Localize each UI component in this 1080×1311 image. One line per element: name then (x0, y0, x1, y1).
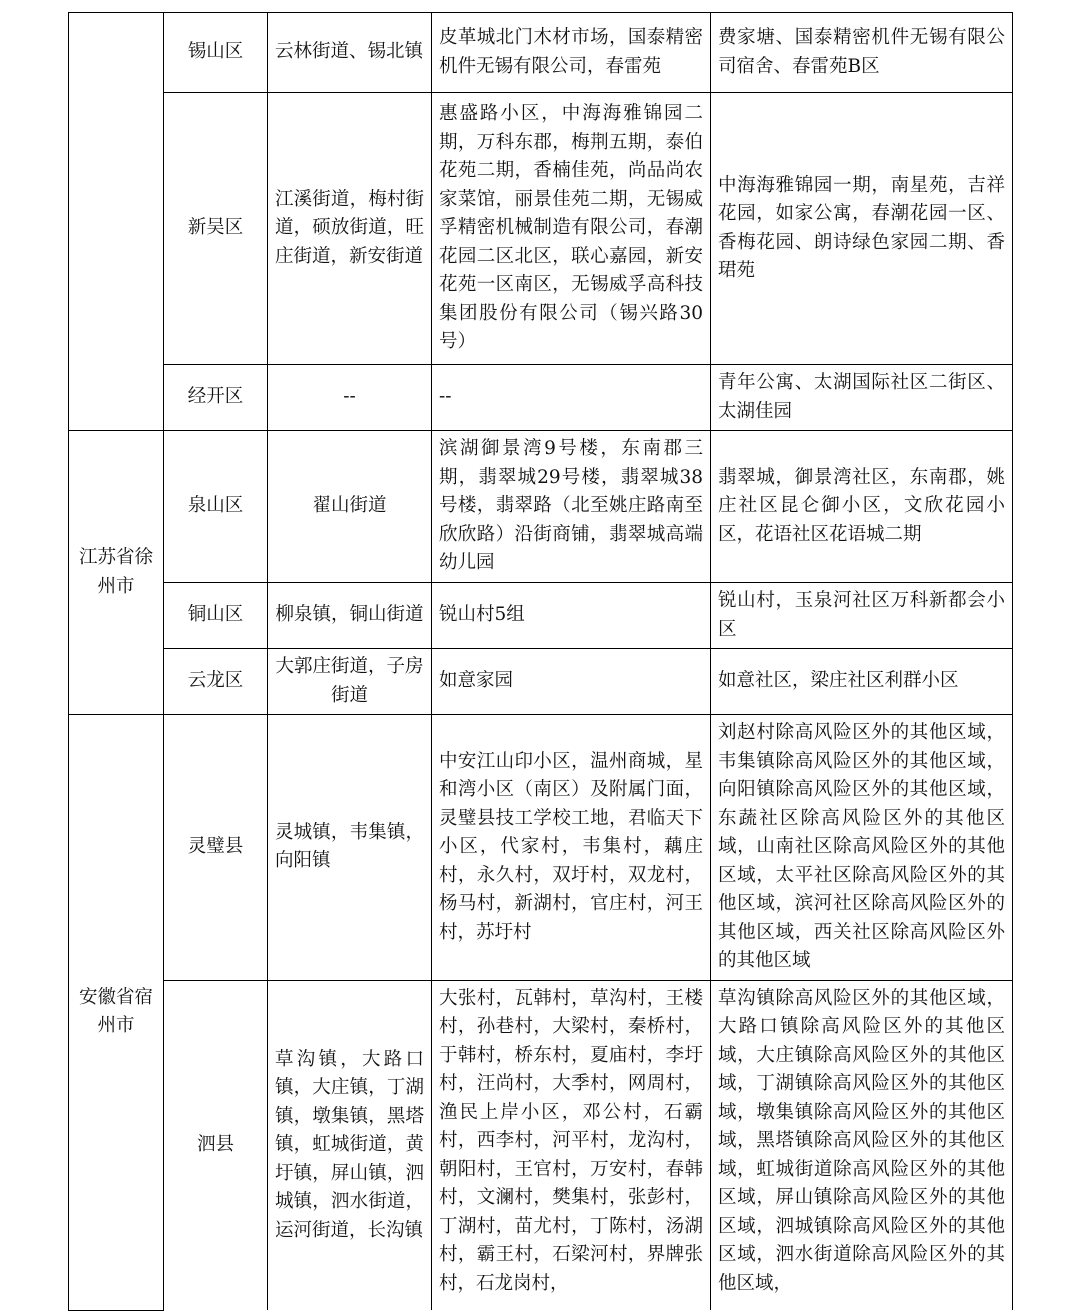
high-risk-cell: 中安江山印小区，温州商城，星和湾小区（南区）及附属门面，灵璧县技工学校工地，君临天下小区，代家村，韦集村，藕庄村，永久村，双圩村，双龙村，杨马村，新湖村，官庄村，河王村，苏圩村 (432, 715, 711, 981)
streets-cell: 翟山街道 (268, 431, 432, 583)
streets-cell: 柳泉镇，铜山街道 (268, 583, 432, 649)
table-row (69, 431, 1013, 583)
streets-cell: 草沟镇，大路口镇，大庄镇，丁湖镇，墩集镇，黑塔镇，虹城街道，黄圩镇，屏山镇，泗城镇，泗水街道，运河街道，长沟镇 (268, 980, 432, 1310)
high-risk-cell: 如意家园 (432, 649, 711, 715)
table-row (69, 365, 1013, 431)
city-cell (69, 13, 164, 431)
risk-area-table (68, 12, 1013, 1311)
city-cell: 安徽省宿州市 (69, 715, 164, 1311)
medium-risk-cell: 如意社区，梁庄社区利群小区 (711, 649, 1013, 715)
high-risk-cell: -- (432, 365, 711, 431)
streets-cell: 云林街道、锡北镇 (268, 13, 432, 93)
medium-risk-cell: 翡翠城，御景湾社区，东南郡，姚庄社区昆仑御小区，文欣花园小区，花语社区花语城二期 (711, 431, 1013, 583)
table-row (69, 93, 1013, 365)
table-row (69, 583, 1013, 649)
district-cell: 新吴区 (164, 93, 268, 365)
medium-risk-cell: 草沟镇除高风险区外的其他区域，大路口镇除高风险区外的其他区域，大庄镇除高风险区外的其他区域，丁湖镇除高风险区外的其他区域，墩集镇除高风险区外的其他区域，黑塔镇除高风险区外的其他区域，虹城街道除高风险区外的其他区域，屏山镇除高风险区外的其他区域，泗城镇除高风险区外的其他区域，泗水街道除高风险区外的其他区域， (711, 980, 1013, 1310)
district-cell: 经开区 (164, 365, 268, 431)
high-risk-cell: 惠盛路小区，中海海雅锦园二期，万科东郡，梅荆五期，泰伯花苑二期，香楠佳苑，尚品尚农家菜馆，丽景佳苑二期，无锡威孚精密机械制造有限公司，春潮花园二区北区，联心嘉园，新安花苑一区南区，无锡威孚高科技集团股份有限公司（锡兴路30号） (432, 93, 711, 365)
district-cell: 泗县 (164, 980, 268, 1310)
district-cell: 锡山区 (164, 13, 268, 93)
medium-risk-cell: 青年公寓、太湖国际社区二街区、太湖佳园 (711, 365, 1013, 431)
high-risk-cell: 大张村，瓦韩村，草沟村，王楼村，孙巷村，大梁村，秦桥村，于韩村，桥东村，夏庙村，李圩村，汪尚村，大季村，网周村，渔民上岸小区，邓公村，石霸村，西李村，河平村，龙沟村，朝阳村，王官村，万安村，春韩村，文澜村，樊集村，张彭村，丁湖村，苗尤村，丁陈村，汤湖村，霸王村，石梁河村，界牌张村，石龙岗村， (432, 980, 711, 1310)
streets-cell: -- (268, 365, 432, 431)
streets-cell: 灵城镇，韦集镇，向阳镇 (268, 715, 432, 981)
table-row (69, 13, 1013, 93)
city-cell: 江苏省徐州市 (69, 431, 164, 715)
streets-cell: 江溪街道，梅村街道，硕放街道，旺庄街道，新安街道 (268, 93, 432, 365)
medium-risk-cell: 中海海雅锦园一期，南星苑，吉祥花园，如家公寓，春潮花园一区、香梅花园、朗诗绿色家园二期、香珺苑 (711, 93, 1013, 365)
medium-risk-cell: 费家塘、国泰精密机件无锡有限公司宿舍、春雷苑B区 (711, 13, 1013, 93)
district-cell: 泉山区 (164, 431, 268, 583)
table-row (69, 649, 1013, 715)
medium-risk-cell: 刘赵村除高风险区外的其他区域，韦集镇除高风险区外的其他区域，向阳镇除高风险区外的其他区域，东蔬社区除高风险区外的其他区域，山南社区除高风险区外的其他区域，太平社区除高风险区外的其他区域，滨河社区除高风险区外的其他区域，西关社区除高风险区外的其他区域 (711, 715, 1013, 981)
high-risk-cell: 皮革城北门木材市场，国泰精密机件无锡有限公司，春雷苑 (432, 13, 711, 93)
streets-cell: 大郭庄街道，子房街道 (268, 649, 432, 715)
district-cell: 灵璧县 (164, 715, 268, 981)
table-row (69, 715, 1013, 981)
district-cell: 铜山区 (164, 583, 268, 649)
high-risk-cell: 滨湖御景湾9号楼，东南郡三期，翡翠城29号楼，翡翠城38号楼，翡翠路（北至姚庄路南至欣欣路）沿街商铺，翡翠城高端幼儿园 (432, 431, 711, 583)
high-risk-cell: 锐山村5组 (432, 583, 711, 649)
district-cell: 云龙区 (164, 649, 268, 715)
table-row (69, 980, 1013, 1310)
medium-risk-cell: 锐山村，玉泉河社区万科新都会小区 (711, 583, 1013, 649)
